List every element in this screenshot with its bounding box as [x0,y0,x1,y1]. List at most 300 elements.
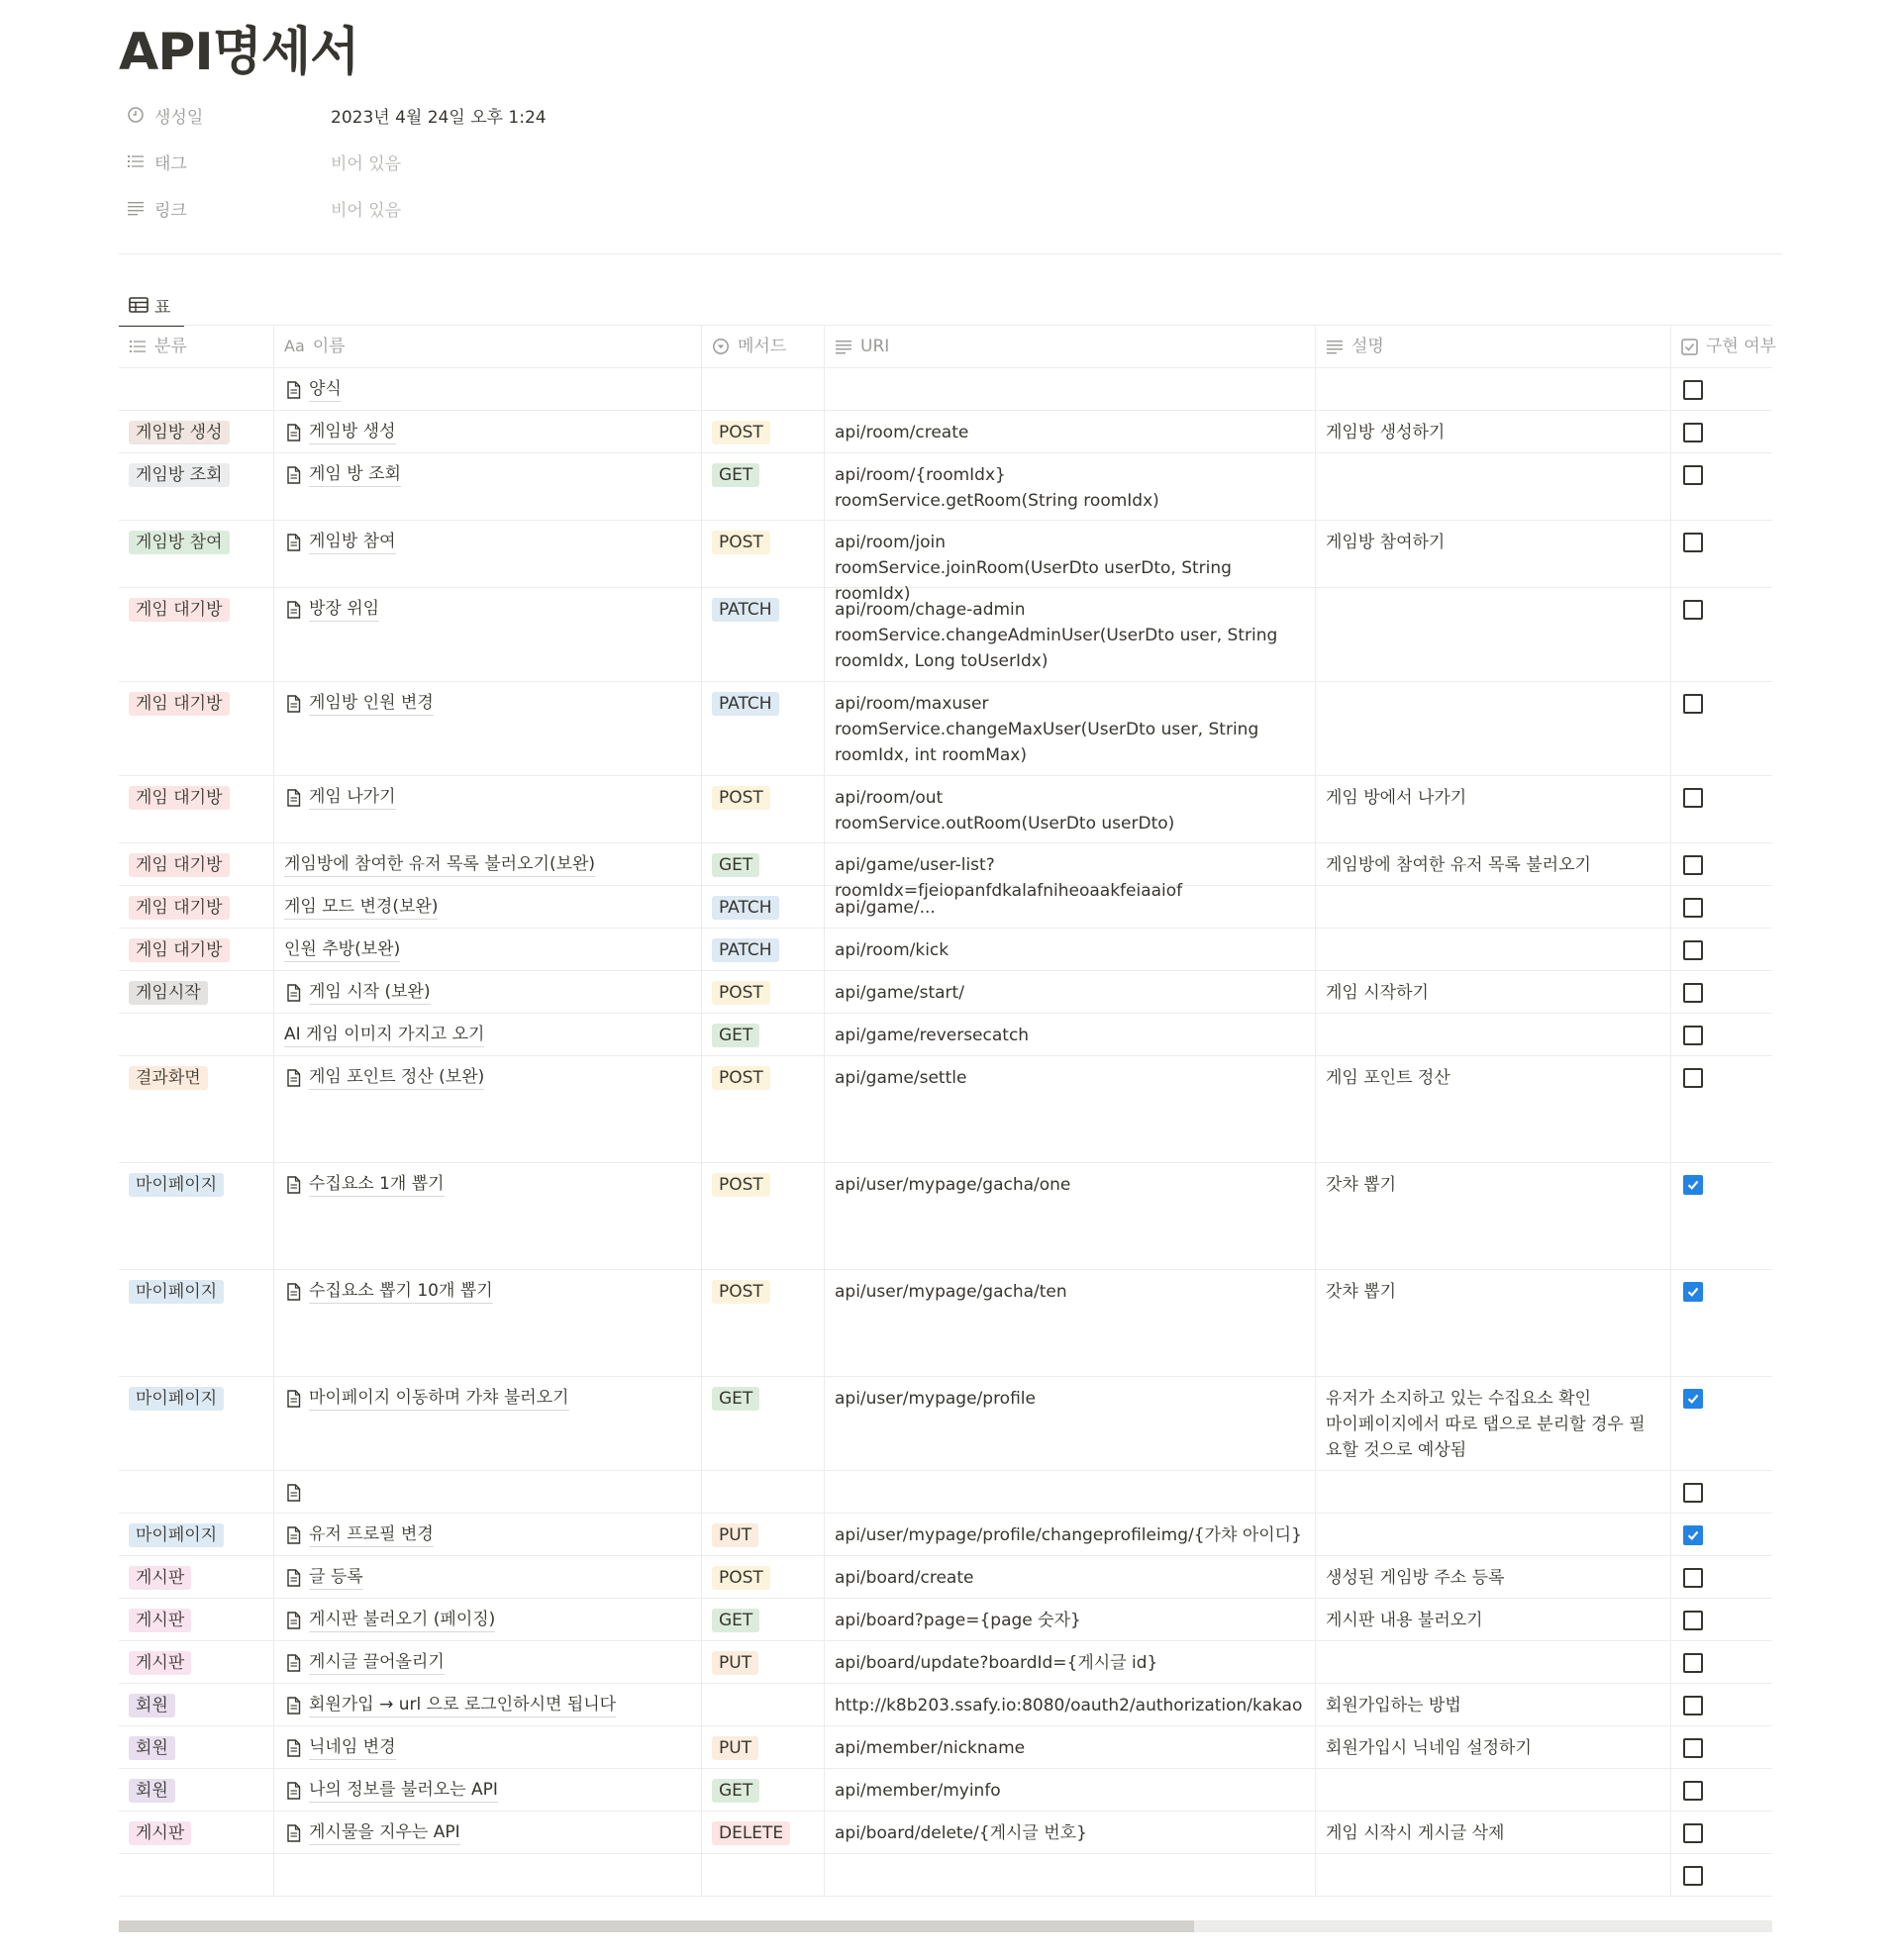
cell-uri[interactable]: api/game/settle [825,1056,1316,1162]
cell-description[interactable] [1316,1514,1671,1555]
page-title-link[interactable] [284,1386,691,1411]
checkbox-unchecked[interactable] [1683,694,1703,714]
table-row[interactable] [119,1270,1772,1377]
cell-method[interactable] [702,411,825,452]
page-title-link[interactable] [284,1480,691,1502]
category-tag: 게임 대기방 [129,598,230,622]
cell-uri[interactable]: api/game/user-list?roomIdx=fjeiopanfdkalafniheoaakfeiaaiof [825,843,1316,885]
cell-description[interactable]: 회원가입하는 방법 [1316,1684,1671,1725]
cell-category[interactable] [119,1471,274,1513]
page-title-link[interactable] [284,530,691,554]
cell-description[interactable]: 게시판 내용 불러오기 [1316,1599,1671,1640]
table-row[interactable] [119,776,1772,843]
cell-category[interactable] [119,411,274,452]
table-row[interactable] [119,1163,1772,1270]
method-tag: GET [712,853,759,877]
cell-description[interactable] [1316,929,1671,970]
cell-uri[interactable]: api/room/maxuser roomService.changeMaxUser(UserDto user, String roomIdx, int roomMax) [825,682,1316,775]
page-title-link[interactable] [284,1820,691,1845]
property-key-label: 태그 [154,153,187,174]
cell-method[interactable] [702,1056,825,1162]
cell-description[interactable]: 게임방 생성하기 [1316,411,1671,452]
cell-category[interactable] [119,776,274,842]
column-header-label: 설명 [1351,337,1384,356]
cell-name[interactable] [274,453,702,520]
checkbox-unchecked[interactable] [1683,1483,1703,1503]
cell-name[interactable] [274,1163,702,1269]
table-row[interactable] [119,886,1772,929]
cell-done[interactable] [1671,886,1772,928]
cell-category[interactable] [119,1514,274,1555]
method-tag: PATCH [712,598,779,622]
page-icon [286,1697,301,1715]
cell-uri[interactable] [825,368,1316,410]
row-title: 글 등록 [309,1565,363,1590]
table-row[interactable] [119,588,1772,682]
cell-category[interactable] [119,682,274,775]
page-title-link[interactable] [284,1023,691,1047]
cell-description[interactable]: 생성된 게임방 주소 등록 [1316,1556,1671,1598]
table-row[interactable] [119,1812,1772,1854]
category-tag: 게임방 조회 [129,463,230,487]
cell-description[interactable]: 게임 포인트 정산 [1316,1056,1671,1162]
cell-done[interactable] [1671,1599,1772,1640]
table-row[interactable] [119,521,1772,604]
table-row[interactable] [119,1514,1772,1556]
row-title: 게임방에 참여한 유저 목록 불러오기(보완) [284,852,595,877]
column-header-done[interactable] [1671,326,1777,367]
cell-uri[interactable]: api/board/update?boardId={게시글 id} [825,1641,1316,1683]
checkbox-checked[interactable] [1683,1175,1703,1195]
table-row[interactable] [119,368,1772,411]
cell-name[interactable] [274,1769,702,1811]
page-title-link[interactable] [284,937,691,962]
cell-done[interactable] [1671,521,1772,587]
cell-uri[interactable]: api/user/mypage/gacha/ten [825,1270,1316,1376]
page-title-link[interactable] [284,1065,691,1090]
cell-category[interactable] [119,368,274,410]
column-header-name[interactable] [274,326,702,367]
table-row[interactable] [119,1854,1772,1897]
cell-method[interactable] [702,1854,825,1896]
cell-category[interactable] [119,521,274,587]
cell-category[interactable] [119,1812,274,1853]
cell-description[interactable] [1316,453,1671,520]
column-header-label: 이름 [312,337,346,356]
cell-done[interactable] [1671,453,1772,520]
cell-category[interactable] [119,843,274,885]
cell-uri[interactable]: api/game/reversecatch [825,1014,1316,1055]
row-title: 마이페이지 이동하며 가챠 불러오기 [309,1386,569,1411]
cell-category[interactable] [119,1641,274,1683]
table-row[interactable] [119,1556,1772,1599]
cell-name[interactable] [274,1014,702,1055]
page-title-link[interactable] [284,1693,691,1717]
checkbox-unchecked[interactable] [1683,423,1703,442]
cell-name[interactable] [274,886,702,928]
cell-description[interactable]: 유저가 소지하고 있는 수집요소 확인 마이페이지에서 따로 탭으로 분리할 경우 필요할 것으로 예상됨 [1316,1377,1671,1470]
cell-done[interactable] [1671,1377,1772,1470]
cell-uri[interactable]: api/room/out roomService.outRoom(UserDto userDto) [825,776,1316,842]
page-title-link[interactable] [284,377,691,402]
cell-name[interactable] [274,1377,702,1470]
category-tag: 마이페이지 [129,1387,224,1411]
checkbox-unchecked[interactable] [1683,1866,1703,1886]
method-tag: POST [712,1066,770,1090]
row-title: 수집요소 1개 뽑기 [309,1172,445,1197]
method-tag: GET [712,1024,759,1047]
column-header-category[interactable] [119,326,274,367]
cell-description[interactable] [1316,886,1671,928]
page-icon [286,1390,301,1408]
cell-method[interactable] [702,588,825,681]
checkbox-unchecked[interactable] [1683,1696,1703,1715]
page-title-link[interactable] [284,597,691,622]
cell-done[interactable] [1671,776,1772,842]
cell-name[interactable] [274,588,702,681]
property-value: 2023년 4월 24일 오후 1:24 [331,107,547,128]
cell-method[interactable] [702,776,825,842]
property-key-label: 링크 [154,200,187,221]
scrollbar-thumb[interactable] [119,1920,1194,1932]
cell-description[interactable]: 게임 시작하기 [1316,971,1671,1013]
table-row[interactable] [119,1599,1772,1641]
page-icon [286,1484,301,1502]
category-tag: 게시판 [129,1566,191,1590]
cell-name[interactable] [274,682,702,775]
checkbox-unchecked[interactable] [1683,1823,1703,1843]
checkbox-unchecked[interactable] [1683,1026,1703,1045]
cell-category[interactable] [119,1599,274,1640]
cell-category[interactable] [119,971,274,1013]
cell-done[interactable] [1671,1014,1772,1055]
page-title-link[interactable] [284,1172,691,1197]
cell-description[interactable] [1316,682,1671,775]
cell-method[interactable] [702,1641,825,1683]
row-title: AI 게임 이미지 가지고 오기 [284,1023,484,1047]
checkbox-unchecked[interactable] [1683,1568,1703,1588]
cell-done[interactable] [1671,1056,1772,1162]
cell-category[interactable] [119,1163,274,1269]
cell-uri[interactable]: api/user/mypage/profile [825,1377,1316,1470]
cell-method[interactable] [702,1163,825,1269]
cell-category[interactable] [119,1056,274,1162]
cell-category[interactable] [119,453,274,520]
method-tag: POST [712,1173,770,1197]
cell-category[interactable] [119,1556,274,1598]
checkbox-unchecked[interactable] [1683,1781,1703,1801]
cell-name[interactable] [274,368,702,410]
cell-method[interactable] [702,1556,825,1598]
cell-uri[interactable] [825,1854,1316,1896]
property-link[interactable] [119,188,401,228]
page-icon [286,1176,301,1194]
category-tag: 마이페이지 [129,1173,224,1197]
cell-description[interactable] [1316,588,1671,681]
property-key [119,103,331,128]
page-title-link[interactable] [284,1650,691,1675]
cell-description[interactable]: 게임방에 참여한 유저 목록 불러오기 [1316,843,1671,885]
category-tag: 결과화면 [129,1066,208,1090]
cell-done[interactable] [1671,1726,1772,1768]
cell-method[interactable] [702,1514,825,1555]
cell-method[interactable] [702,886,825,928]
page-title-link[interactable] [284,1608,691,1632]
property-created[interactable] [119,95,547,135]
cell-description[interactable]: 게임 시작시 게시글 삭제 [1316,1812,1671,1853]
cell-done[interactable] [1671,1514,1772,1555]
cell-name[interactable] [274,1812,702,1853]
cell-description[interactable]: 갓챠 뽑기 [1316,1270,1671,1376]
page-title-link[interactable] [284,1778,691,1803]
checkbox-unchecked[interactable] [1683,380,1703,400]
cell-name[interactable] [274,776,702,842]
table-row[interactable] [119,682,1772,776]
cell-category[interactable] [119,588,274,681]
checkbox-unchecked[interactable] [1683,1653,1703,1673]
cell-name[interactable] [274,1599,702,1640]
cell-name[interactable] [274,1684,702,1725]
cell-name[interactable] [274,1726,702,1768]
cell-description[interactable] [1316,1014,1671,1055]
check-icon [1686,1528,1700,1542]
table-row[interactable] [119,1056,1772,1163]
page-title-link[interactable] [284,1522,691,1547]
cell-method[interactable] [702,1270,825,1376]
cell-uri[interactable]: api/member/myinfo [825,1769,1316,1811]
cell-category[interactable] [119,929,274,970]
property-tags[interactable] [119,142,401,181]
method-tag: POST [712,1566,770,1590]
cell-name[interactable] [274,1471,702,1513]
cell-name[interactable] [274,1641,702,1683]
cell-uri[interactable] [825,1471,1316,1513]
cell-uri[interactable]: api/board/delete/{게시글 번호} [825,1812,1316,1853]
page-title-link[interactable] [284,462,691,487]
page-icon [286,1569,301,1587]
cell-done[interactable] [1671,929,1772,970]
cell-done[interactable] [1671,971,1772,1013]
cell-method[interactable] [702,453,825,520]
cell-method[interactable] [702,1684,825,1725]
row-title: 게임 시작 (보완) [309,980,431,1005]
checkbox-checked[interactable] [1683,1525,1703,1545]
checkbox-unchecked[interactable] [1683,465,1703,485]
cell-name[interactable] [274,1556,702,1598]
checkbox-unchecked[interactable] [1683,855,1703,875]
table-row[interactable] [119,411,1772,453]
cell-method[interactable] [702,1812,825,1853]
cell-uri[interactable]: api/room/join roomService.joinRoom(UserDto userDto, String roomIdx) [825,521,1316,587]
tab-table-view[interactable] [119,285,184,327]
column-header-label: 메서드 [738,337,787,356]
cell-done[interactable] [1671,682,1772,775]
cell-description[interactable] [1316,368,1671,410]
method-tag: GET [712,463,759,487]
table-row[interactable] [119,1684,1772,1726]
cell-method[interactable] [702,521,825,587]
property-key-label: 생성일 [154,107,204,128]
cell-name[interactable] [274,929,702,970]
cell-uri[interactable]: api/member/nickname [825,1726,1316,1768]
cell-description[interactable]: 게임방 참여하기 [1316,521,1671,587]
cell-category[interactable] [119,1726,274,1768]
method-tag: GET [712,1779,759,1803]
cell-uri[interactable]: http://k8b203.ssafy.io:8080/oauth2/authorization/kakao [825,1684,1316,1725]
column-header-uri[interactable] [825,326,1316,367]
page-title-link[interactable] [284,691,691,716]
cell-category[interactable] [119,1270,274,1376]
cell-name[interactable] [274,1270,702,1376]
cell-uri[interactable]: api/user/mypage/gacha/one [825,1163,1316,1269]
cell-done[interactable] [1671,1163,1772,1269]
checkbox-unchecked[interactable] [1683,533,1703,552]
cell-method[interactable] [702,1599,825,1640]
checkbox-unchecked[interactable] [1683,1068,1703,1088]
cell-category[interactable] [119,1769,274,1811]
checkbox-unchecked[interactable] [1683,983,1703,1003]
cell-name[interactable] [274,1514,702,1555]
cell-category[interactable] [119,1377,274,1470]
cell-method[interactable] [702,682,825,775]
table-row[interactable] [119,1726,1772,1769]
cell-method[interactable] [702,368,825,410]
table-row[interactable] [119,843,1772,901]
cell-name[interactable] [274,1056,702,1162]
cell-category[interactable] [119,1684,274,1725]
cell-description[interactable]: 갓챠 뽑기 [1316,1163,1671,1269]
page-title[interactable]: API명세서 [119,23,359,82]
cell-done[interactable] [1671,368,1772,410]
cell-uri[interactable]: api/room/chage-admin roomService.changeAdminUser(UserDto user, String roomIdx, Long toUserIdx) [825,588,1316,681]
category-tag: 게임방 참여 [129,531,230,554]
checkbox-checked[interactable] [1683,1282,1703,1302]
page-title-link[interactable] [284,1279,691,1304]
cell-method[interactable] [702,843,825,885]
table-row[interactable] [119,1014,1772,1056]
row-title: 게임 포인트 정산 (보완) [309,1065,484,1090]
page-title-link[interactable] [284,1565,691,1590]
cell-name[interactable] [274,971,702,1013]
cell-name[interactable] [274,843,702,885]
cell-description[interactable] [1316,1854,1671,1896]
cell-method[interactable] [702,929,825,970]
cell-uri[interactable]: api/game/start/ [825,971,1316,1013]
cell-method[interactable] [702,1471,825,1513]
cell-uri[interactable]: api/board?page={page 숫자} [825,1599,1316,1640]
table-icon [129,297,149,313]
cell-method[interactable] [702,1769,825,1811]
page-icon [286,381,301,399]
category-tag: 게시판 [129,1821,191,1845]
category-tag: 마이페이지 [129,1523,224,1547]
row-title: 회원가입 → url 으로 로그인하시면 됩니다 [309,1693,616,1717]
cell-uri[interactable]: api/room/{roomIdx} roomService.getRoom(String roomIdx) [825,453,1316,520]
cell-uri[interactable]: api/user/mypage/profile/changeprofileimg/{가챠 아이디} [825,1514,1316,1555]
method-tag: POST [712,531,770,554]
cell-done[interactable] [1671,1684,1772,1725]
cell-method[interactable] [702,1726,825,1768]
table-row[interactable] [119,971,1772,1014]
cell-uri[interactable]: api/room/kick [825,929,1316,970]
cell-done[interactable] [1671,1854,1772,1896]
check-icon [1686,1392,1700,1406]
column-header-label: 구현 여부 [1706,337,1777,356]
table-row[interactable] [119,1377,1772,1471]
checkbox-checked[interactable] [1683,1389,1703,1409]
cell-uri[interactable]: api/board/create [825,1556,1316,1598]
checkbox-unchecked[interactable] [1683,898,1703,918]
table-row[interactable] [119,929,1772,971]
cell-description[interactable] [1316,1641,1671,1683]
table-row[interactable] [119,1641,1772,1684]
method-tag: PATCH [712,938,779,962]
checkbox-unchecked[interactable] [1683,1738,1703,1758]
cell-category[interactable] [119,1014,274,1055]
cell-done[interactable] [1671,1812,1772,1853]
page-icon [286,1069,301,1087]
cell-category[interactable] [119,1854,274,1896]
cell-uri[interactable]: api/room/create [825,411,1316,452]
page-icon [286,1739,301,1757]
page-icon [286,695,301,713]
cell-method[interactable] [702,971,825,1013]
cell-description[interactable]: 게임 방에서 나가기 [1316,776,1671,842]
text-lines-icon [1326,339,1344,354]
page-title-link[interactable] [284,420,691,444]
method-tag: PUT [712,1651,758,1675]
cell-method[interactable] [702,1014,825,1055]
table-row[interactable] [119,1769,1772,1812]
page-title-link[interactable] [284,980,691,1005]
cell-done[interactable] [1671,1556,1772,1598]
table-row[interactable] [119,453,1772,521]
page-title-link[interactable] [284,895,691,920]
page-title-link[interactable] [284,785,691,810]
column-header-method[interactable] [702,326,825,367]
row-title: 방장 위임 [309,597,379,622]
cell-done[interactable] [1671,588,1772,681]
checkbox-unchecked[interactable] [1683,940,1703,960]
cell-method[interactable] [702,1377,825,1470]
checkbox-unchecked[interactable] [1683,600,1703,620]
list-icon [129,339,147,354]
cell-done[interactable] [1671,1769,1772,1811]
cell-done[interactable] [1671,1641,1772,1683]
cell-done[interactable] [1671,1270,1772,1376]
cell-category[interactable] [119,886,274,928]
checkbox-unchecked[interactable] [1683,1611,1703,1630]
cell-name[interactable] [274,521,702,587]
cell-description[interactable] [1316,1471,1671,1513]
page-title-link[interactable] [284,1735,691,1760]
table-header-row [119,325,1777,368]
cell-done[interactable] [1671,1471,1772,1513]
cell-description[interactable] [1316,1769,1671,1811]
table-row[interactable] [119,1471,1772,1514]
cell-uri[interactable]: api/game/... [825,886,1316,928]
cell-name[interactable] [274,411,702,452]
cell-description[interactable]: 회원가입시 닉네임 설정하기 [1316,1726,1671,1768]
cell-name[interactable] [274,1854,702,1896]
page-title-link[interactable] [284,852,691,877]
cell-done[interactable] [1671,411,1772,452]
column-header-description[interactable] [1316,326,1671,367]
checkbox-unchecked[interactable] [1683,788,1703,808]
cell-done[interactable] [1671,843,1772,885]
horizontal-scrollbar[interactable] [119,1920,1772,1932]
select-icon [712,338,730,355]
